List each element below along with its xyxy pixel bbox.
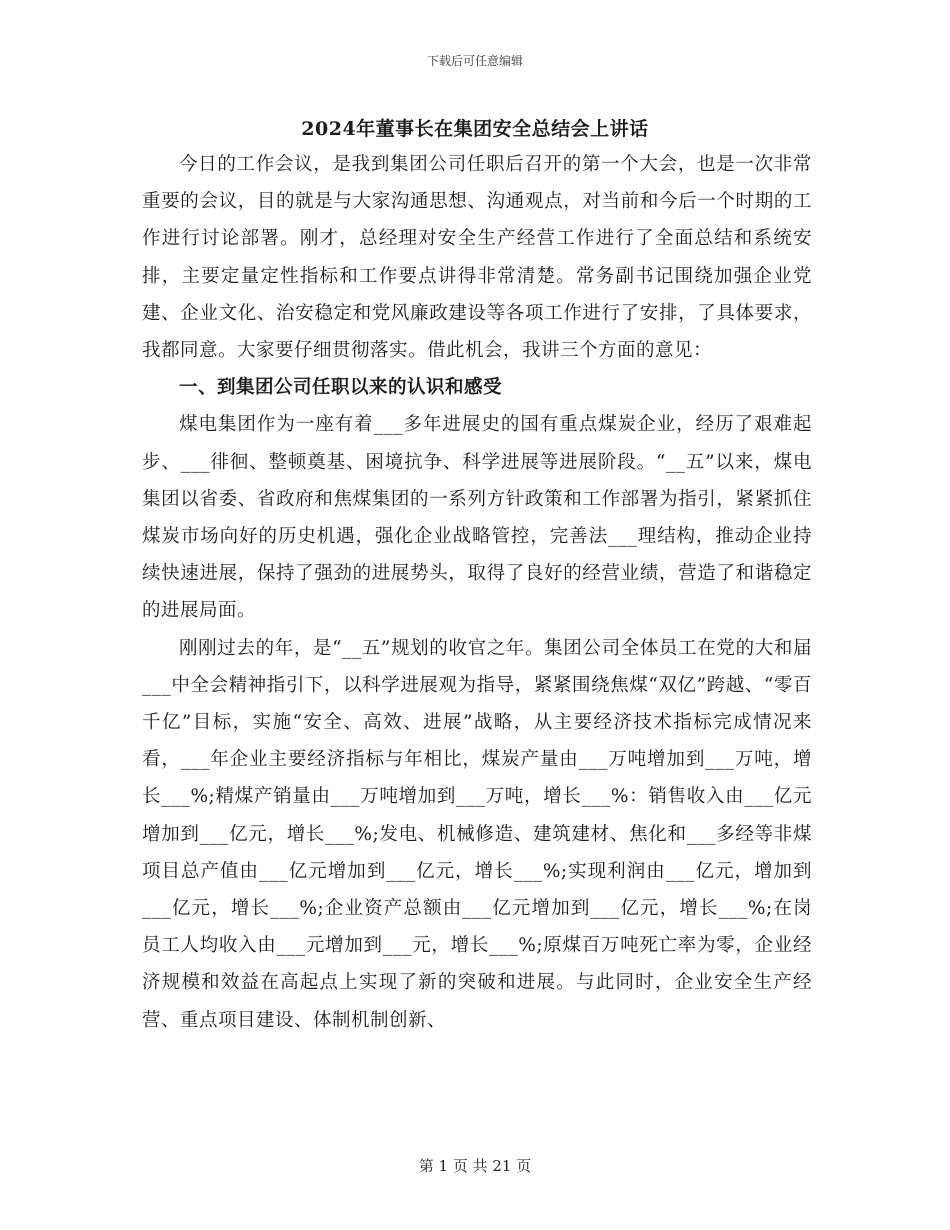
paragraph-intro: 今日的工作会议，是我到集团公司任职后召开的第一个大会，也是一次非常重要的会议，目的就是与大家沟通思想、沟通观点，对当前和今后一个时期的工作进行讨论部署。刚才，总经理对安全生产经营工作进行了全面总结和系统安排，主要定量定性指标和工作要点讲得非常清楚。常务副书记围绕加强企业党建、企业文化、治安稳定和党风廉政建设等各项工作进行了安排，了具体要求，我都同意。大家要仔细贯彻落实。借此机会，我讲三个方面的意见： [142, 154, 812, 362]
document-body [142, 146, 812, 1039]
document-title: 2024年董事长在集团安全总结会上讲话 [301, 118, 649, 140]
paragraph-achievements: 刚刚过去的年，是“__五”规划的收官之年。集团公司全体员工在党的大和届___中全会精神指引下，以科学进展观为指导，紧紧围绕焦煤“双亿”跨越、“零百千亿”目标，实施“安全、高效、进展”战略，从主要经济技术指标完成情况来看，___年企业主要经济指标与年相比，煤炭产量由___万吨增加到___万吨，增长___%;精煤产销量由___万吨增加到___万吨，增长___%：销售收入由___亿元增加到___亿元，增长___%;发电、机械修造、建筑建材、焦化和___多经等非煤项目总产值由___亿元增加到___亿元，增长___%;实现利润由___亿元，增加到___亿元，增长___%;企业资产总额由___亿元增加到___亿元，增长___%;在岗员工人均收入由___元增加到___元，增长___%;原煤百万吨死亡率为零，企业经济规模和效益在高起点上实现了新的突破和进展。与此同时，企业安全生产经营、重点项目建设、体制机制创新、 [142, 637, 812, 1031]
section-heading-1: 一、到集团公司任职以来的认识和感受 [179, 377, 503, 399]
page-number: 第 1 页 共 21 页 [418, 1157, 532, 1175]
page-header-note: 下载后可任意编辑 [426, 54, 523, 68]
paragraph-history: 煤电集团作为一座有着___多年进展史的国有重点煤炭企业，经历了艰难起步、___徘徊、整顿奠基、困境抗争、科学进展等进展阶段。“__五”以来，煤电集团以省委、省政府和焦煤集团的一系列方针政策和工作部署为指引，紧紧抓住煤炭市场向好的历史机遇，强化企业战略管控，完善法___理结构，推动企业持续快速进展，保持了强劲的进展势头，取得了良好的经营业绩，营造了和谐稳定的进展局面。 [142, 414, 812, 622]
